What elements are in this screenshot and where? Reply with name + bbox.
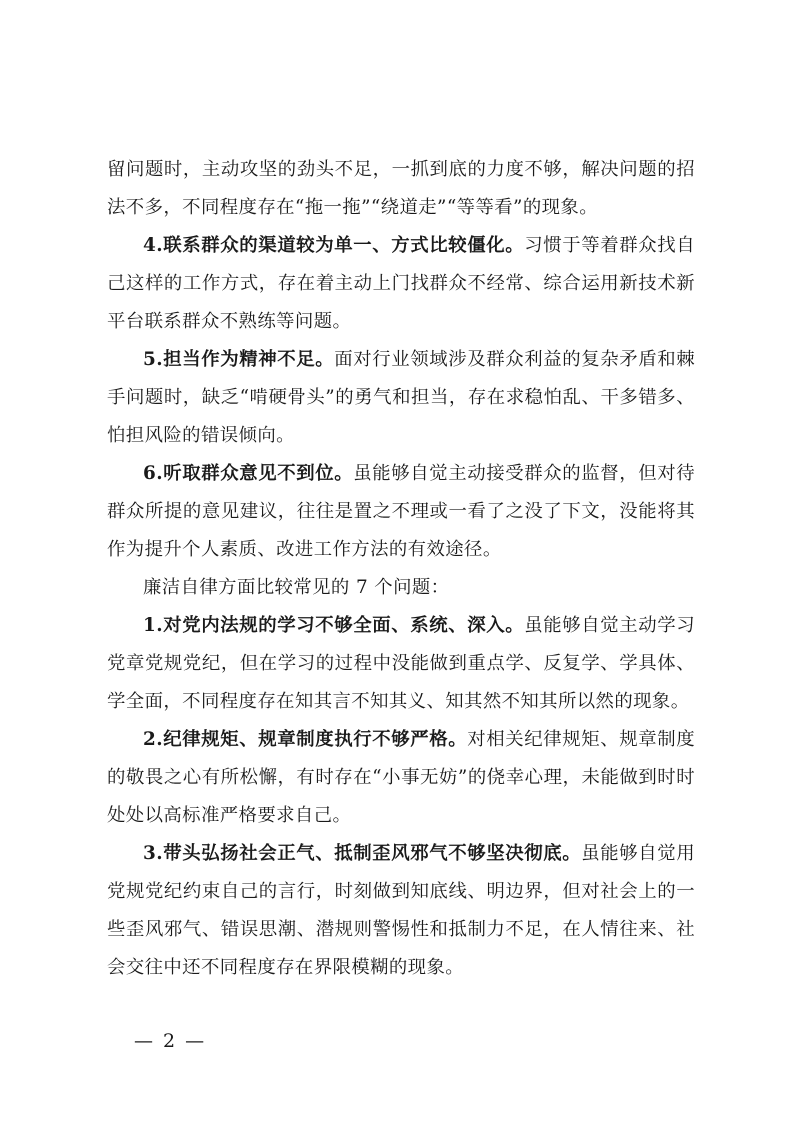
document-body xyxy=(107,151,695,987)
paragraph-text: 习惯于等着群众找自己这样的工作方式，存在着主动上门找群众不经常、综合运用新技术新平台联系群众不熟练等问题。 xyxy=(107,235,695,332)
paragraph-clean-3 xyxy=(107,835,695,987)
paragraph-text: 面对行业领域涉及群众利益的复杂矛盾和棘手问题时，缺乏“啃硬骨头”的勇气和担当，存在求稳怕乱、干多错多、怕担风险的错误倾向。 xyxy=(107,349,695,446)
paragraph-item-4 xyxy=(107,227,695,341)
paragraph-item-6 xyxy=(107,455,695,569)
paragraph-heading: 3.带头弘扬社会正气、抵制歪风邪气不够坚决彻底。 xyxy=(143,843,582,864)
paragraph-heading: 6.听取群众意见不到位。 xyxy=(143,463,354,484)
paragraph-continuation xyxy=(107,151,695,227)
paragraph-heading: 5.担当作为精神不足。 xyxy=(143,349,335,370)
paragraph-text: 廉洁自律方面比较常见的 7 个问题： xyxy=(143,577,450,598)
paragraph-text: 留问题时，主动攻坚的劲头不足，一抓到底的力度不够，解决问题的招法不多，不同程度存在“拖一拖”“绕道走”“等等看”的现象。 xyxy=(107,159,695,218)
paragraph-heading: 1.对党内法规的学习不够全面、系统、深入。 xyxy=(143,615,525,636)
paragraph-item-5 xyxy=(107,341,695,455)
paragraph-text: 虽能够自觉用党规党纪约束自己的言行，时刻做到知底线、明边界，但对社会上的一些歪风邪气、错误思潮、潜规则警惕性和抵制力不足，在人情往来、社会交往中还不同程度存在界限模糊的现象。 xyxy=(107,843,695,978)
paragraph-clean-1 xyxy=(107,607,695,721)
page-number: — 2 — xyxy=(134,1030,207,1052)
paragraph-heading: 2.纪律规矩、规章制度执行不够严格。 xyxy=(143,729,468,750)
paragraph-section-intro xyxy=(107,569,695,607)
paragraph-text: 对相关纪律规矩、规章制度的敬畏之心有所松懈，有时存在“小事无妨”的侥幸心理，未能做到时时处处以高标准严格要求自己。 xyxy=(107,729,695,826)
paragraph-clean-2 xyxy=(107,721,695,835)
paragraph-text: 虽能够自觉主动接受群众的监督，但对待群众所提的意见建议，往往是置之不理或一看了之没了下文，没能将其作为提升个人素质、改进工作方法的有效途径。 xyxy=(107,463,696,560)
paragraph-text: 虽能够自觉主动学习党章党规党纪，但在学习的过程中没能做到重点学、反复学、学具体、学全面，不同程度存在知其言不知其义、知其然不知其所以然的现象。 xyxy=(107,615,695,712)
paragraph-heading: 4.联系群众的渠道较为单一、方式比较僵化。 xyxy=(143,235,525,256)
